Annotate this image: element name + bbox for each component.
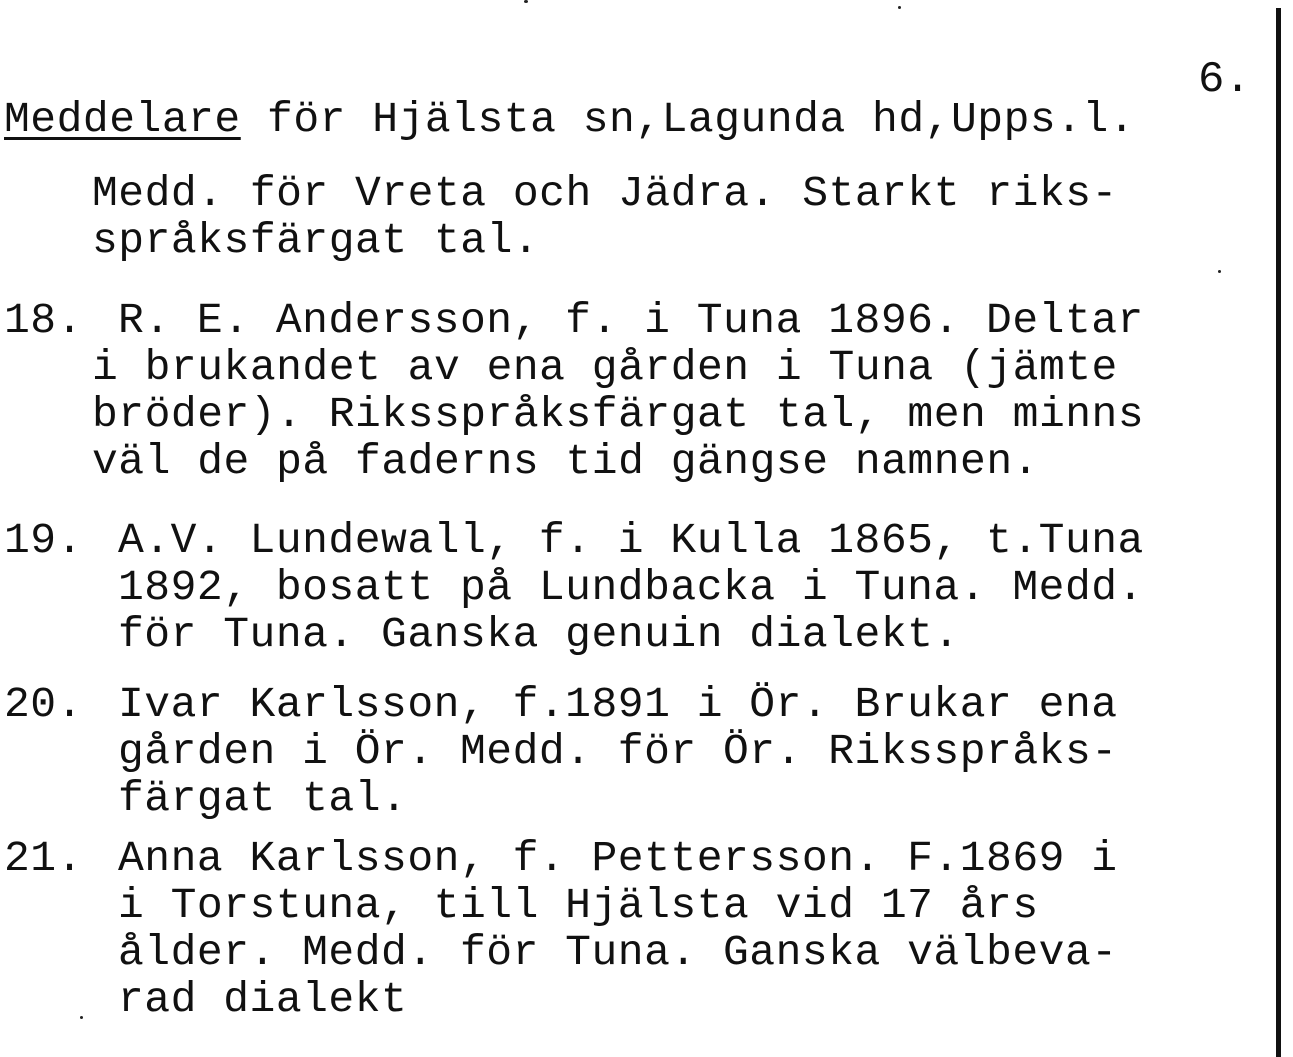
entry-line: R. E. Andersson, f. i Tuna 1896. Deltar [118,296,1144,345]
entry-line: 1892, bosatt på Lundbacka i Tuna. Medd. [118,563,1144,612]
entry-number: 20. [4,680,83,729]
page-number: 6. [1198,55,1251,105]
intro-line: språksfärgat tal. [92,216,540,265]
scan-speck [524,0,528,3]
header-text: för Hjälsta sn,Lagunda hd,Upps.l. [240,95,1136,144]
intro-paragraph [92,170,1118,264]
entry-line: i Torstuna, till Hjälsta vid 17 års [118,881,1039,930]
document-header [4,95,1136,144]
entry-line: rad dialekt [118,975,408,1024]
entry-20-text [118,681,1118,822]
entry-number: 18. [4,296,83,345]
entry-19-text [118,517,1144,658]
entry-18-text [92,297,1144,485]
entry-line: Ivar Karlsson, f.1891 i Ör. Brukar ena [118,680,1118,729]
entry-number: 21. [4,834,83,883]
entry-line: väl de på faderns tid gängse namnen. [92,437,1039,486]
entry-line: A.V. Lundewall, f. i Kulla 1865, t.Tuna [118,516,1144,565]
entry-line: gården i Ör. Medd. för Ör. Riksspråks- [118,727,1118,776]
entry-line: Anna Karlsson, f. Pettersson. F.1869 i [118,834,1118,883]
entry-line: bröder). Riksspråksfärgat tal, men minns [92,390,1145,439]
scan-speck [1218,270,1221,273]
entry-number: 19. [4,516,83,565]
header-label: Meddelare [4,95,241,144]
entry-21-text [118,835,1118,1023]
entry-line: i brukandet av ena gården i Tuna (jämte [92,343,1118,392]
page-edge-line [1276,8,1281,1057]
entry-line: färgat tal. [118,774,408,823]
scan-speck [898,6,901,9]
intro-line: Medd. för Vreta och Jädra. Starkt riks- [92,169,1118,218]
entry-line: ålder. Medd. för Tuna. Ganska välbeva- [118,928,1118,977]
entry-line: för Tuna. Ganska genuin dialekt. [118,610,960,659]
scan-speck [80,1016,83,1019]
